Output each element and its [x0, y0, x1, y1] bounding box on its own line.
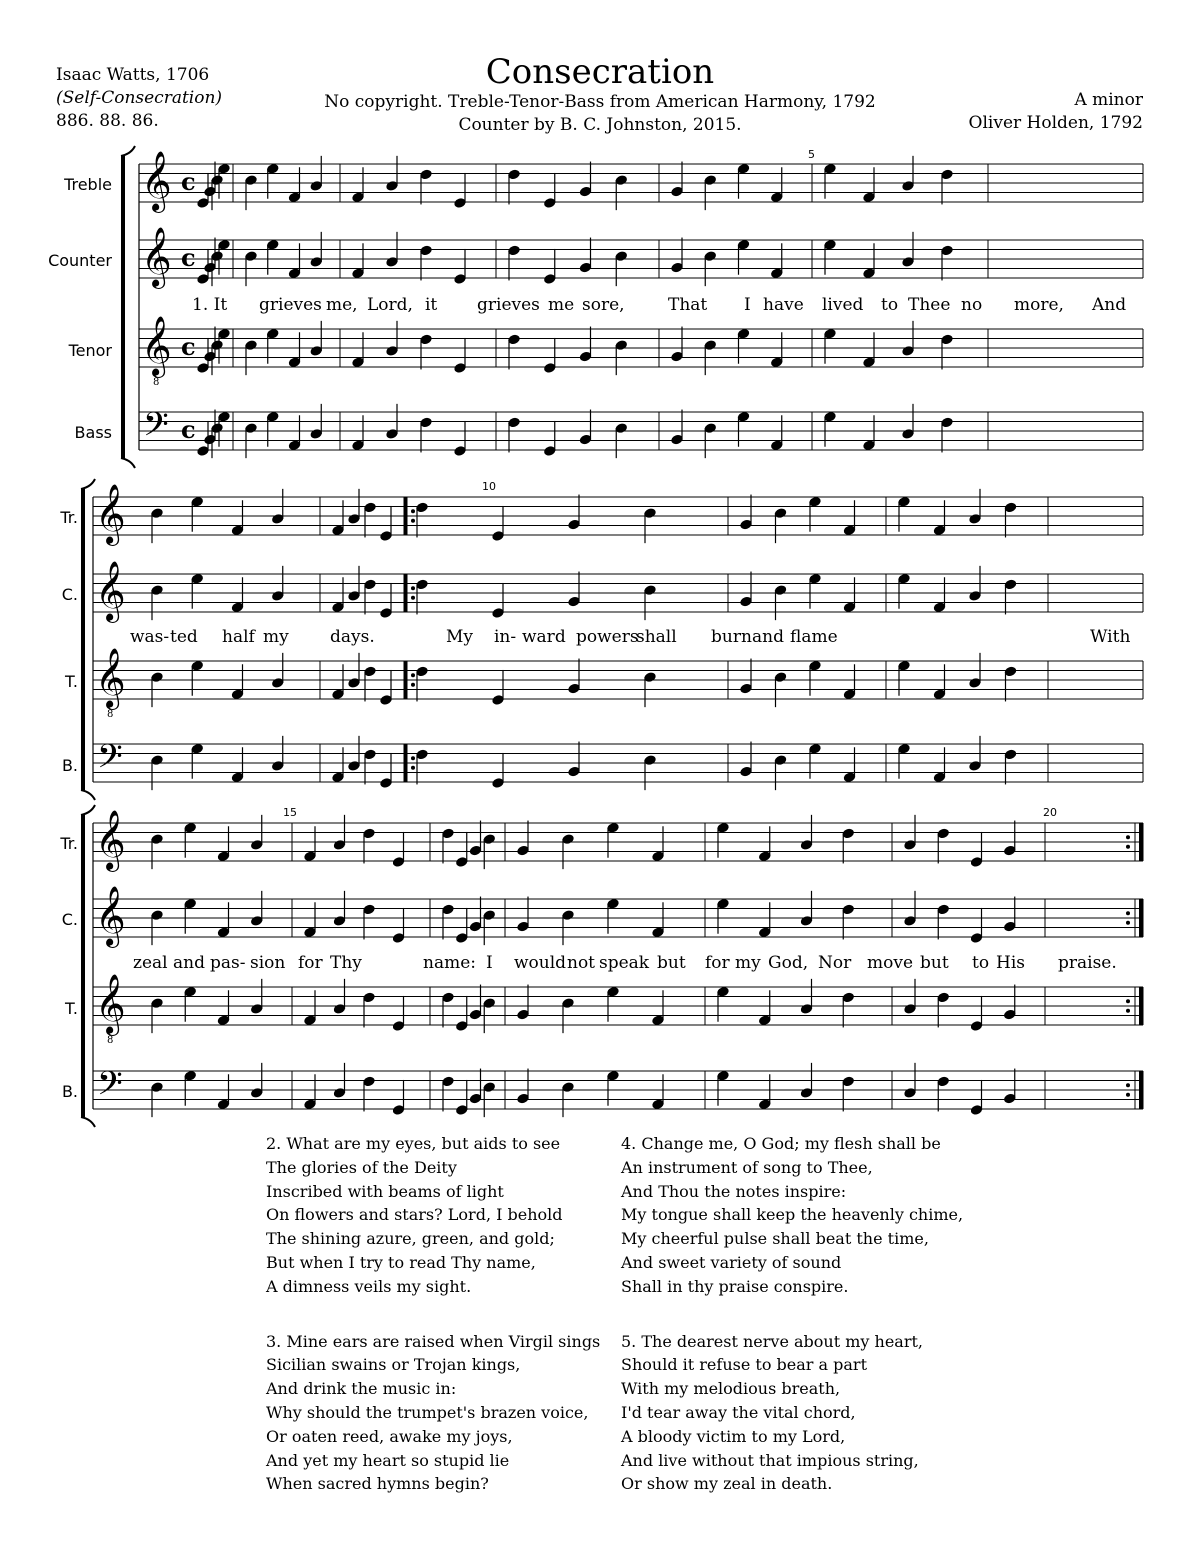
- lyric-syllable: zeal: [133, 953, 168, 973]
- measure-number: 10: [482, 480, 496, 493]
- verse-line: And Thou the notes inspire:: [621, 1181, 847, 1201]
- bracket-hook-top: [81, 805, 95, 815]
- lyric-syllable: I: [744, 295, 751, 315]
- lyric-syllable: shall: [636, 627, 677, 647]
- verse-line: Sicilian swains or Trojan kings,: [266, 1355, 521, 1375]
- lyric-syllable: powers: [576, 627, 639, 647]
- octave-marker: 8: [107, 1035, 114, 1046]
- part-label-bass-3: B.: [61, 1082, 78, 1101]
- part-label-tenor: Tenor: [68, 341, 112, 360]
- lyric-syllable: my: [263, 627, 289, 647]
- verse-line: When sacred hymns begin?: [266, 1474, 489, 1494]
- repeat-dot: [1126, 911, 1130, 915]
- lyric-syllable: no: [961, 295, 983, 315]
- lyric-syllable: grieves: [477, 295, 540, 315]
- lyric-syllable: and: [173, 953, 205, 973]
- verse-line: The glories of the Deity: [266, 1157, 457, 1177]
- lyric-syllable: for: [298, 953, 323, 973]
- part-label-treble-2: Tr.: [60, 508, 78, 527]
- lyric-syllable: Nor: [818, 953, 852, 973]
- repeat-bar: [404, 497, 408, 535]
- verse-2: [266, 1132, 600, 1299]
- part-label-counter-2: C.: [61, 585, 78, 604]
- final-bar: [1139, 987, 1143, 1025]
- lyric-syllable: move: [867, 953, 914, 973]
- lyric-syllable: more,: [1014, 295, 1064, 315]
- repeat-dot: [411, 673, 415, 677]
- copyright-line-1: No copyright. Treble-Tenor-Bass from American Harmony, 1792: [324, 92, 876, 112]
- verse-line: 4. Change me, O God; my flesh shall be: [621, 1134, 941, 1153]
- repeat-dot: [411, 683, 415, 687]
- final-bar: [1139, 823, 1143, 861]
- copyright-line-2: Counter by B. C. Johnston, 2015.: [458, 115, 742, 135]
- part-label-counter: Counter: [48, 251, 112, 270]
- lyric-syllable: ted: [170, 627, 198, 647]
- lyric-syllable: 1. It: [192, 295, 228, 315]
- lyric-syllable: flame: [790, 627, 838, 647]
- verse-line: My cheerful pulse shall beat the time,: [621, 1229, 929, 1249]
- part-label-treble-3: Tr.: [60, 834, 78, 853]
- treble-clef-icon: 𝄞: [95, 484, 126, 544]
- verse-line: 3. Mine ears are raised when Virgil sings: [266, 1331, 601, 1351]
- lyric-syllable: Thee: [908, 295, 951, 315]
- lyric-syllable: And: [1092, 295, 1127, 315]
- bass-clef-icon: 𝄢: [97, 1065, 123, 1111]
- lyric-syllable: and: [752, 627, 784, 647]
- lyric-syllable: speak: [599, 953, 650, 973]
- lyric-syllable: sion: [250, 953, 286, 973]
- repeat-dot: [411, 756, 415, 760]
- verse-line: A bloody victim to my Lord,: [621, 1426, 846, 1446]
- system-bracket: [121, 156, 125, 458]
- measure-number: 20: [1043, 806, 1057, 819]
- verse-line: Shall in thy praise conspire.: [621, 1276, 849, 1296]
- part-label-bass: Bass: [74, 423, 112, 442]
- treble-clef-icon: 𝄞: [95, 648, 126, 708]
- final-bar: [1139, 899, 1143, 937]
- lyric-syllable: me,: [326, 295, 358, 315]
- lyric-syllable: pas-: [210, 953, 246, 973]
- lyric-syllable: sore,: [582, 295, 625, 315]
- verse-line: But when I try to read Thy name,: [266, 1252, 536, 1272]
- lyric-syllable: Thy: [330, 953, 362, 973]
- lyric-syllable: grieves: [259, 295, 322, 315]
- treble-clef-icon: 𝄞: [95, 974, 126, 1034]
- meter: 886. 88. 86.: [56, 111, 159, 131]
- verse-line: My tongue shall keep the heavenly chime,: [621, 1205, 964, 1225]
- verse-line: Should it refuse to bear a part: [621, 1355, 868, 1375]
- verse-line: With my melodious breath,: [621, 1379, 841, 1399]
- repeat-dot: [1126, 999, 1130, 1003]
- verse-line: The shining azure, green, and gold;: [266, 1229, 555, 1249]
- verse-line: On flowers and stars? Lord, I behold: [266, 1205, 563, 1225]
- repeat-bar: [404, 661, 408, 699]
- verse-3: [266, 1330, 600, 1497]
- lyric-syllable: With: [1090, 627, 1131, 647]
- part-label-bass-2: B.: [61, 756, 78, 775]
- hymn-subtitle: (Self-Consecration): [56, 88, 223, 108]
- lyric-syllable: it: [425, 295, 438, 315]
- lyric-syllable: My: [446, 627, 474, 647]
- verse-line: I'd tear away the vital chord,: [621, 1402, 856, 1422]
- lyric-syllable: to: [881, 295, 899, 315]
- bracket-hook-bottom: [121, 458, 135, 468]
- verse-line: An instrument of song to Thee,: [621, 1157, 873, 1177]
- repeat-dot: [1126, 921, 1130, 925]
- bracket-hook-bottom: [81, 1117, 95, 1127]
- lyric-syllable: but: [920, 953, 949, 973]
- repeat-bar: [404, 574, 408, 612]
- repeat-dot: [411, 509, 415, 513]
- repeat-dot: [1126, 835, 1130, 839]
- common-time-icon: c: [181, 167, 196, 196]
- lyric-syllable: God,: [768, 953, 809, 973]
- repeat-dot: [411, 596, 415, 600]
- repeat-dot: [1126, 1083, 1130, 1087]
- treble-clef-icon: 𝄞: [95, 810, 126, 870]
- bass-clef-icon: 𝄢: [97, 738, 123, 784]
- lyric-syllable: days.: [330, 627, 375, 647]
- repeat-dot: [411, 766, 415, 770]
- common-time-icon: c: [181, 243, 196, 272]
- verse-line: And drink the music in:: [266, 1379, 457, 1399]
- repeat-dot: [1126, 845, 1130, 849]
- verse-line: Or show my zeal in death.: [621, 1474, 833, 1494]
- lyric-syllable: That: [668, 295, 708, 315]
- measure-number: 5: [808, 148, 815, 161]
- common-time-icon: c: [181, 415, 196, 444]
- final-bar: [1139, 1071, 1143, 1109]
- bracket-hook-top: [81, 479, 95, 489]
- treble-clef-icon: 𝄞: [141, 227, 172, 287]
- lyric-syllable: half: [222, 627, 255, 647]
- lyric-syllable: lived: [822, 295, 864, 315]
- lyric-syllable: burn: [711, 627, 752, 647]
- verse-line: Or oaten reed, awake my joys,: [266, 1426, 513, 1446]
- verse-5: [621, 1330, 963, 1497]
- composer: Oliver Holden, 1792: [968, 113, 1143, 133]
- repeat-dot: [411, 519, 415, 523]
- verse-line: Why should the trumpet's brazen voice,: [266, 1402, 589, 1422]
- verse-line: And yet my heart so stupid lie: [266, 1450, 510, 1470]
- part-label-tenor-2: T.: [65, 672, 78, 691]
- lyric-syllable: in-: [494, 627, 517, 647]
- treble-clef-icon: 𝄞: [141, 316, 172, 376]
- lyric-syllable: praise.: [1058, 953, 1117, 973]
- lyric-syllable: for: [705, 953, 730, 973]
- part-label-tenor-3: T.: [65, 999, 78, 1018]
- bracket-hook-bottom: [81, 790, 95, 800]
- common-time-icon: c: [181, 332, 196, 361]
- lyric-syllable: was-: [130, 627, 170, 647]
- page-title: Consecration: [485, 52, 715, 92]
- lyric-syllable: Lord,: [367, 295, 413, 315]
- repeat-dot: [1126, 1009, 1130, 1013]
- verse-line: And live without that impious string,: [621, 1450, 919, 1470]
- verse-line: 5. The dearest nerve about my heart,: [621, 1331, 923, 1351]
- verse-line: 2. What are my eyes, but aids to see: [266, 1134, 561, 1153]
- octave-marker: 8: [107, 709, 114, 720]
- lyric-syllable: His: [996, 953, 1025, 973]
- verses-column-left: [266, 1132, 600, 1519]
- lyric-syllable: have: [763, 295, 804, 315]
- verses-column-right: [621, 1132, 963, 1519]
- verse-4: [621, 1132, 963, 1299]
- repeat-bar: [404, 744, 408, 782]
- lyric-syllable: I: [486, 953, 493, 973]
- bracket-hook-top: [121, 146, 135, 156]
- lyric-syllable: to: [972, 953, 990, 973]
- treble-clef-icon: 𝄞: [141, 151, 172, 211]
- key: A minor: [1074, 90, 1143, 110]
- treble-clef-icon: 𝄞: [95, 561, 126, 621]
- system-bracket: [81, 489, 85, 790]
- verse-line: A dimness veils my sight.: [266, 1276, 472, 1296]
- verse-line: Inscribed with beams of light: [266, 1181, 504, 1201]
- lyric-syllable: would: [514, 953, 567, 973]
- lyric-syllable: ward: [522, 627, 566, 647]
- part-label-counter-3: C.: [61, 910, 78, 929]
- measure-number: 15: [283, 806, 297, 819]
- lyric-syllable: my: [735, 953, 761, 973]
- author: Isaac Watts, 1706: [56, 65, 210, 85]
- treble-clef-icon: 𝄞: [95, 886, 126, 946]
- verse-line: And sweet variety of sound: [621, 1252, 842, 1272]
- part-label-treble: Treble: [64, 175, 112, 194]
- repeat-dot: [411, 586, 415, 590]
- bass-clef-icon: 𝄢: [143, 406, 169, 452]
- repeat-dot: [1126, 1093, 1130, 1097]
- system-bracket: [81, 815, 85, 1117]
- lyric-syllable: but: [657, 953, 686, 973]
- octave-marker: 8: [153, 377, 160, 388]
- lyric-syllable: me: [548, 295, 575, 315]
- lyric-syllable: name:: [423, 953, 476, 973]
- lyric-syllable: not: [567, 953, 596, 973]
